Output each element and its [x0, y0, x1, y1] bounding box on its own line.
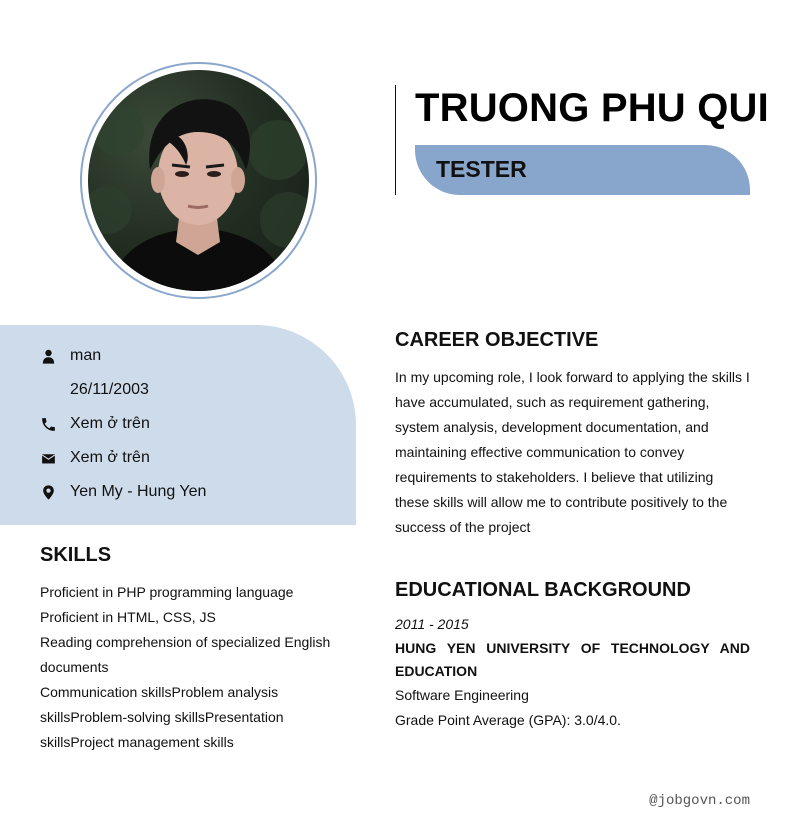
education-years: 2011 - 2015 — [395, 616, 469, 632]
contact-text: Yen My - Hung Yen — [70, 483, 207, 500]
skill-item: Reading comprehension of specialized English documents — [40, 634, 331, 675]
location-pin-icon — [40, 482, 64, 502]
contact-text: Xem ở trên — [70, 449, 150, 466]
career-objective-heading: CAREER OBJECTIVE — [395, 329, 599, 351]
job-title-banner — [415, 145, 750, 195]
contact-birthdate — [40, 379, 149, 401]
education-school: HUNG YEN UNIVERSITY OF TECHNOLOGY AND EDUCATION — [395, 640, 750, 679]
profile-photo-illustration — [88, 70, 309, 291]
contact-text: 26/11/2003 — [70, 381, 149, 398]
contact-gender — [40, 345, 102, 367]
skill-item: Communication skillsProblem analysis skillsProblem-solving skillsPresentation skillsProject management skills — [40, 684, 284, 750]
skill-item: Proficient in HTML, CSS, JS — [40, 609, 216, 625]
name-divider — [395, 85, 396, 195]
contact-phone — [40, 413, 150, 435]
contact-text: man — [70, 347, 102, 364]
contact-text: Xem ở trên — [70, 415, 150, 432]
skills-list — [40, 580, 340, 755]
full-name: TRUONG PHU QUI — [415, 86, 769, 130]
education-major: Software Engineering — [395, 687, 529, 703]
calendar-icon-placeholder — [40, 380, 64, 400]
skills-heading: SKILLS — [40, 544, 112, 566]
contact-email — [40, 447, 150, 469]
person-icon — [40, 346, 64, 366]
envelope-icon — [40, 448, 64, 468]
avatar — [88, 70, 309, 291]
skill-item: Proficient in PHP programming language — [40, 584, 294, 600]
career-objective-text: In my upcoming role, I look forward to applying the skills I have accumulated, such as requirement gathering, system analysis, development documentation, and maintaining effective communication to convey requirements to stakeholders. I believe that utilizing these skills will allow me to contribute positively to the success of the project — [395, 369, 750, 535]
watermark: @jobgovn.com — [649, 793, 750, 809]
phone-icon — [40, 414, 64, 434]
education-gpa: Grade Point Average (GPA): 3.0/4.0. — [395, 712, 621, 728]
education-heading: EDUCATIONAL BACKGROUND — [395, 579, 691, 601]
job-title: TESTER — [436, 156, 527, 182]
contact-address — [40, 481, 207, 503]
